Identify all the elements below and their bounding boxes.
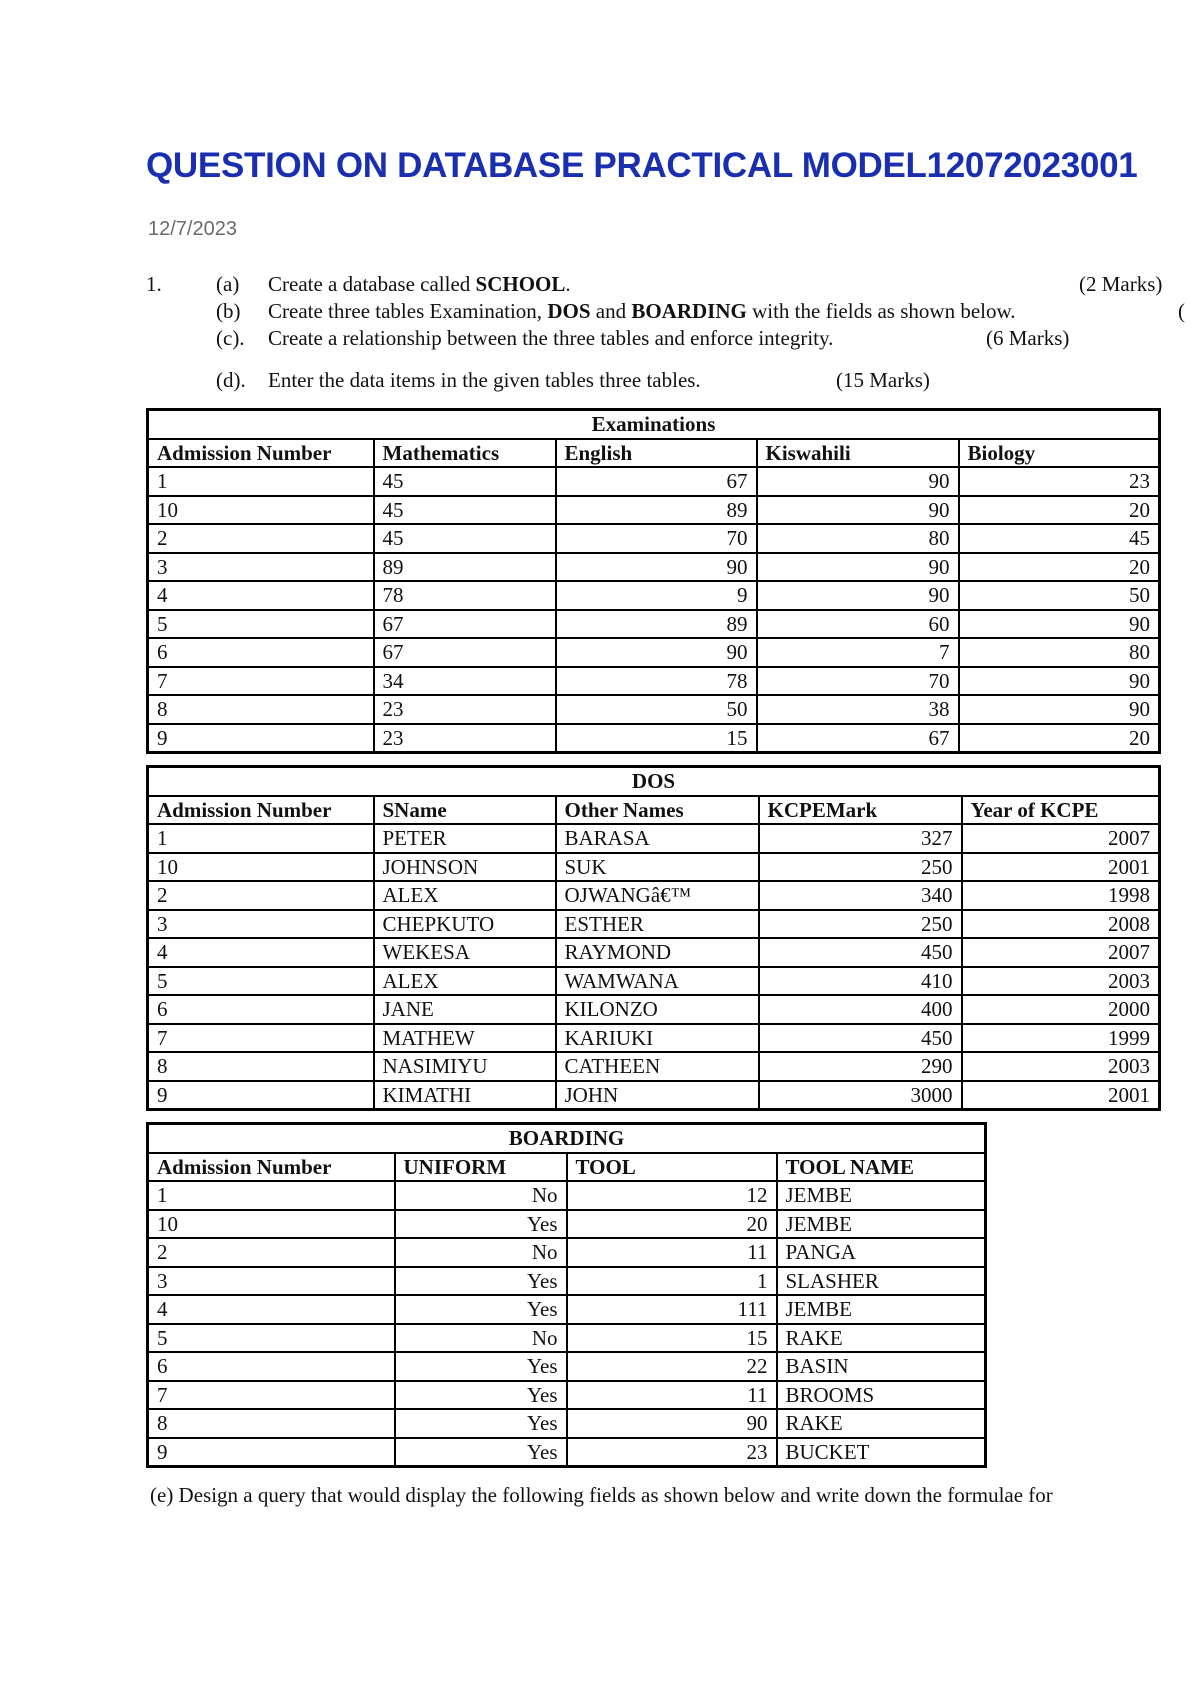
table-cell: 78 [556,667,757,696]
table-cell: ALEX [374,881,556,910]
table-cell: ALEX [374,967,556,996]
table-cell: 6 [148,1352,395,1381]
table-cell: 23 [959,467,1160,496]
table-cell: 2 [148,881,374,910]
table-cell: 80 [959,638,1160,667]
table-cell: 4 [148,1295,395,1324]
table-row [148,1024,1160,1053]
table-cell: 6 [148,995,374,1024]
table-cell: 1999 [962,1024,1160,1053]
table-cell: 45 [959,524,1160,553]
table-cell: JOHN [556,1081,759,1110]
table-cell: SLASHER [777,1267,986,1296]
table-header: Mathematics [374,439,556,468]
table-cell: 3000 [759,1081,962,1110]
part-c-text: Create a relationship between the three tables and enforce integrity. [268,326,834,350]
table-cell: Yes [395,1295,567,1324]
table-cell: RAKE [777,1324,986,1353]
table-cell: 78 [374,581,556,610]
table-cell: 2000 [962,995,1160,1024]
table-cell: 67 [374,638,556,667]
table-header: Admission Number [148,439,374,468]
table-cell: MATHEW [374,1024,556,1053]
table-cell: 67 [757,724,959,753]
table-cell: 340 [759,881,962,910]
part-b-marks: ( [1178,299,1185,323]
part-e-text: (e) Design a query that would display the following fields as shown below and write down the formulae for [150,1483,1053,1507]
table-row [148,695,1160,724]
document-title: QUESTION ON DATABASE PRACTICAL MODEL12072023001 [146,146,1138,185]
part-c-label: (c). [216,326,245,350]
table-cell: 1998 [962,881,1160,910]
table-header: Admission Number [148,1153,395,1182]
table-row [148,1210,986,1239]
table-cell: 45 [374,467,556,496]
table-row [148,524,1160,553]
table-cell: KILONZO [556,995,759,1024]
table-cell: 1 [148,824,374,853]
table-cell: 90 [757,553,959,582]
table-row [148,496,1160,525]
table-cell: RAKE [777,1409,986,1438]
examinations-body [148,467,1160,753]
table-row [148,824,1160,853]
table-cell: 90 [556,638,757,667]
table-cell: 23 [374,695,556,724]
table-row [148,1295,986,1324]
boarding-table [146,1122,987,1468]
table-cell: 290 [759,1052,962,1081]
table-header: SName [374,796,556,825]
table-cell: 90 [959,610,1160,639]
table-cell: 20 [959,496,1160,525]
table-cell: 90 [959,695,1160,724]
table-row [148,1409,986,1438]
table-cell: 11 [567,1238,777,1267]
part-a-pre: Create a database called [268,272,476,296]
table-cell: 111 [567,1295,777,1324]
part-b-dos: DOS [547,299,591,323]
table-cell: 9 [148,724,374,753]
table-cell: 60 [757,610,959,639]
table-cell: KIMATHI [374,1081,556,1110]
table-cell: 2007 [962,938,1160,967]
table-cell: 90 [757,496,959,525]
dos-table [146,765,1161,1111]
examinations-table [146,408,1161,754]
table-row [148,938,1160,967]
table-cell: 7 [757,638,959,667]
table-cell: WAMWANA [556,967,759,996]
table-cell: 450 [759,1024,962,1053]
part-d-label: (d). [216,368,246,392]
table-row [148,667,1160,696]
table-header: TOOL [567,1153,777,1182]
table-row [148,995,1160,1024]
table-cell: 5 [148,1324,395,1353]
table-cell: 9 [148,1081,374,1110]
part-a-bold: SCHOOL [475,272,566,296]
table-cell: 20 [567,1210,777,1239]
examinations-caption: Examinations [148,410,1160,439]
table-cell: 250 [759,853,962,882]
document-date: 12/7/2023 [148,218,237,240]
table-cell: 8 [148,1052,374,1081]
table-cell: Yes [395,1352,567,1381]
table-cell: 1 [567,1267,777,1296]
table-cell: OJWANGâ€™ [556,881,759,910]
table-cell: 3 [148,553,374,582]
table-cell: JEMBE [777,1210,986,1239]
table-cell: Yes [395,1438,567,1467]
table-cell: 9 [556,581,757,610]
table-cell: JEMBE [777,1295,986,1324]
table-cell: 90 [757,467,959,496]
table-row [148,1181,986,1210]
table-header: UNIFORM [395,1153,567,1182]
table-cell: 90 [556,553,757,582]
table-cell: 89 [556,610,757,639]
table-cell: No [395,1238,567,1267]
table-cell: 1 [148,1181,395,1210]
table-row [148,610,1160,639]
table-cell: 327 [759,824,962,853]
table-cell: No [395,1324,567,1353]
part-b-seg1: Create three tables Examination, [268,299,548,323]
table-cell: 2008 [962,910,1160,939]
table-cell: PANGA [777,1238,986,1267]
table-row [148,1238,986,1267]
table-cell: 7 [148,667,374,696]
table-cell: BASIN [777,1352,986,1381]
table-cell: 20 [959,553,1160,582]
part-d-text: Enter the data items in the given tables three tables. [268,368,701,392]
table-cell: ESTHER [556,910,759,939]
table-row [148,1438,986,1467]
table-cell: JEMBE [777,1181,986,1210]
table-cell: 10 [148,1210,395,1239]
table-cell: 45 [374,496,556,525]
table-cell: 2001 [962,1081,1160,1110]
table-cell: 5 [148,967,374,996]
table-row [148,967,1160,996]
table-cell: 9 [148,1438,395,1467]
table-cell: 2003 [962,1052,1160,1081]
table-cell: 2 [148,524,374,553]
part-a-marks: (2 Marks) [1079,272,1163,296]
table-cell: 45 [374,524,556,553]
table-cell: JOHNSON [374,853,556,882]
table-cell: 2 [148,1238,395,1267]
table-cell: BROOMS [777,1381,986,1410]
question-number: 1. [146,272,162,296]
table-cell: 20 [959,724,1160,753]
table-cell: Yes [395,1210,567,1239]
part-c-marks: (6 Marks) [986,326,1070,350]
table-cell: 34 [374,667,556,696]
table-row [148,581,1160,610]
table-cell: 5 [148,610,374,639]
table-cell: 250 [759,910,962,939]
table-cell: 10 [148,853,374,882]
table-cell: 90 [567,1409,777,1438]
table-row [148,910,1160,939]
table-cell: 400 [759,995,962,1024]
table-cell: 2007 [962,824,1160,853]
part-d-marks: (15 Marks) [836,368,930,392]
table-cell: 10 [148,496,374,525]
table-cell: 67 [556,467,757,496]
table-cell: 70 [757,667,959,696]
table-cell: 70 [556,524,757,553]
table-cell: BUCKET [777,1438,986,1467]
table-cell: KARIUKI [556,1024,759,1053]
table-row [148,1267,986,1296]
table-cell: 90 [757,581,959,610]
table-cell: 8 [148,695,374,724]
table-header: Kiswahili [757,439,959,468]
table-header: English [556,439,757,468]
table-cell: 50 [959,581,1160,610]
table-row [148,553,1160,582]
part-a-post: . [565,272,571,296]
part-b-text [268,299,1016,324]
table-cell: CATHEEN [556,1052,759,1081]
table-cell: 6 [148,638,374,667]
table-header: Biology [959,439,1160,468]
table-cell: 3 [148,910,374,939]
table-cell: 23 [374,724,556,753]
table-cell: SUK [556,853,759,882]
table-cell: Yes [395,1409,567,1438]
table-row [148,853,1160,882]
table-row [148,1324,986,1353]
table-row [148,467,1160,496]
table-cell: 1 [148,467,374,496]
table-cell: 90 [959,667,1160,696]
table-cell: 410 [759,967,962,996]
table-cell: 4 [148,581,374,610]
table-row [148,724,1160,753]
table-header: Year of KCPE [962,796,1160,825]
table-cell: BARASA [556,824,759,853]
part-b-seg3: and [590,299,632,323]
table-cell: 50 [556,695,757,724]
table-cell: 2001 [962,853,1160,882]
table-cell: 67 [374,610,556,639]
table-cell: JANE [374,995,556,1024]
table-cell: 3 [148,1267,395,1296]
table-cell: 15 [567,1324,777,1353]
table-header: Admission Number [148,796,374,825]
part-b-boarding: BOARDING [631,299,747,323]
table-cell: 450 [759,938,962,967]
table-cell: 7 [148,1381,395,1410]
table-cell: 12 [567,1181,777,1210]
table-row [148,638,1160,667]
table-cell: 8 [148,1409,395,1438]
table-cell: CHEPKUTO [374,910,556,939]
table-row [148,1352,986,1381]
table-cell: WEKESA [374,938,556,967]
table-row [148,1381,986,1410]
dos-caption: DOS [148,767,1160,796]
table-cell: 89 [374,553,556,582]
table-cell: Yes [395,1267,567,1296]
table-cell: 80 [757,524,959,553]
table-cell: PETER [374,824,556,853]
table-cell: Yes [395,1381,567,1410]
table-cell: 22 [567,1352,777,1381]
table-header: TOOL NAME [777,1153,986,1182]
table-cell: 89 [556,496,757,525]
part-b-label: (b) [216,299,241,323]
table-cell: RAYMOND [556,938,759,967]
table-cell: 23 [567,1438,777,1467]
table-cell: 7 [148,1024,374,1053]
table-header: KCPEMark [759,796,962,825]
table-row [148,1052,1160,1081]
boarding-caption: BOARDING [148,1124,986,1153]
table-row [148,881,1160,910]
boarding-body [148,1181,986,1467]
table-row [148,1081,1160,1110]
table-cell: 2003 [962,967,1160,996]
table-cell: 11 [567,1381,777,1410]
table-cell: 38 [757,695,959,724]
table-cell: No [395,1181,567,1210]
table-cell: 4 [148,938,374,967]
part-b-seg5: with the fields as shown below. [746,299,1016,323]
table-cell: 15 [556,724,757,753]
dos-body [148,824,1160,1110]
table-header: Other Names [556,796,759,825]
table-cell: NASIMIYU [374,1052,556,1081]
part-a-text [268,272,571,297]
part-a-label: (a) [216,272,240,296]
